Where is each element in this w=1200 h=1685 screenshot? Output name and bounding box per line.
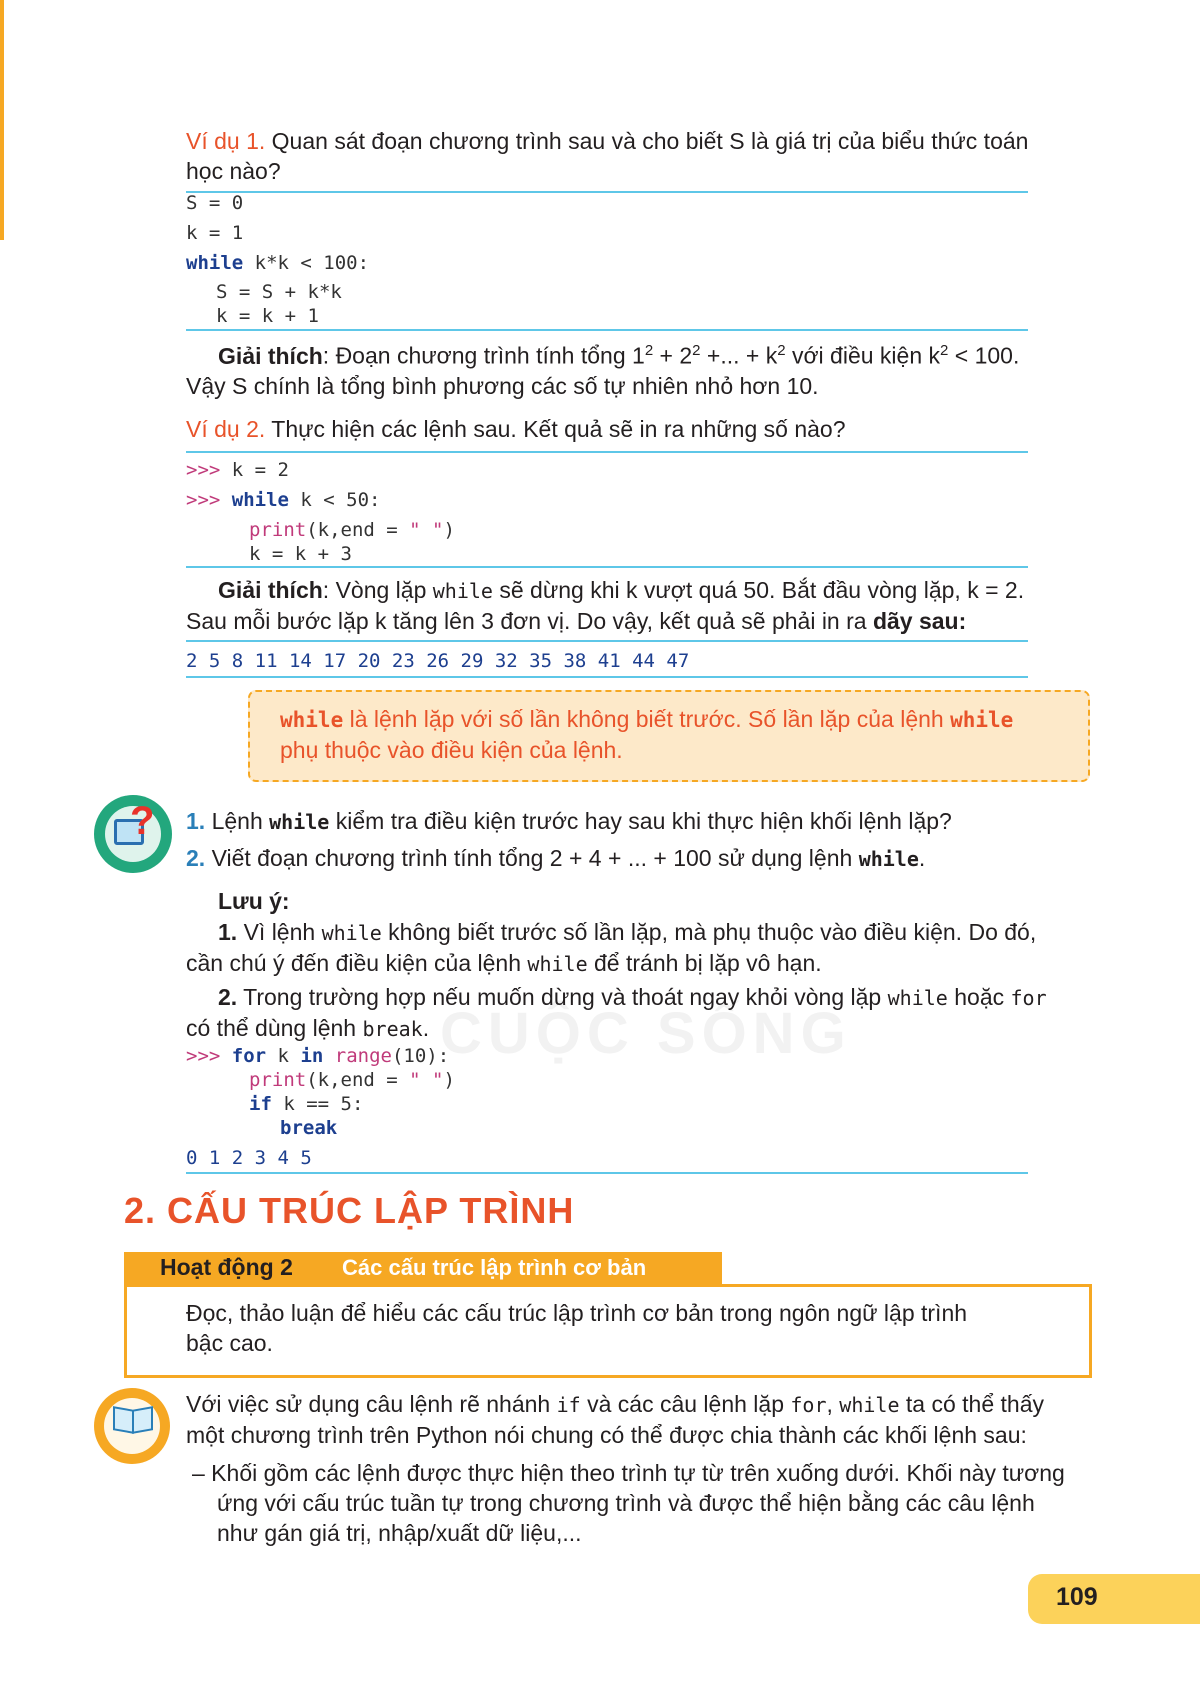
code-line: S = 0 xyxy=(186,192,244,214)
inline-code: while xyxy=(887,986,948,1010)
knowledge-text xyxy=(186,1389,1086,1450)
inline-code: for xyxy=(790,1393,827,1417)
keyword: for xyxy=(231,1045,267,1067)
superscript: 2 xyxy=(940,342,949,359)
explain-text: + 2 xyxy=(653,342,693,369)
bullet-line: – Khối gồm các lệnh được thực hiện theo trình tự từ trên xuống dưới. Khối này tương xyxy=(192,1460,1065,1486)
explain-text: +... + k xyxy=(700,342,778,369)
code-text: ) xyxy=(443,1069,455,1091)
example1-explanation xyxy=(186,336,1086,401)
question-2 xyxy=(186,843,1086,874)
string: " " xyxy=(409,1069,444,1091)
caution-text: cần chú ý đến điều kiện của lệnh xyxy=(186,950,528,976)
explain-text: : Đoạn chương trình tính tổng 1 xyxy=(322,342,645,369)
output-sequence: 0 1 2 3 4 5 xyxy=(186,1147,312,1169)
rule xyxy=(186,676,1028,678)
note-text xyxy=(280,704,1070,765)
caution-point-1 xyxy=(186,917,1086,979)
explain-text: < 100. xyxy=(948,342,1020,369)
prompt: >>> xyxy=(186,489,221,511)
knowledge-bullet xyxy=(192,1458,1092,1548)
inline-code: while xyxy=(839,1393,900,1417)
output-sequence: 2 5 8 11 14 17 20 23 26 29 32 35 38 41 44 47 xyxy=(186,650,690,672)
code-text: k*k < 100: xyxy=(243,252,370,274)
knowledge-line: và các câu lệnh lặp xyxy=(580,1391,791,1417)
caution-text: để tránh bị lặp vô hạn. xyxy=(587,950,822,976)
rule xyxy=(186,329,1028,331)
activity-text: bậc cao. xyxy=(186,1330,273,1356)
question-text: kiểm tra điều kiện trước hay sau khi thực hiện khối lệnh lặp? xyxy=(329,808,952,834)
code-line xyxy=(186,487,381,513)
code-text: k < 50: xyxy=(288,489,381,511)
caution-text: không biết trước số lần lặp, mà phụ thuộc vào điều kiện. Do đó, xyxy=(381,919,1037,945)
code-line xyxy=(186,1043,449,1069)
example1-question xyxy=(186,126,1086,186)
code-line: k = k + 3 xyxy=(249,543,352,565)
bullet-line: như gán giá trị, nhập/xuất dữ liệu,... xyxy=(217,1520,582,1546)
code-line xyxy=(280,1115,337,1141)
superscript: 2 xyxy=(777,342,786,359)
prompt: >>> xyxy=(186,1045,221,1067)
activity-body xyxy=(186,1298,1066,1358)
superscript: 2 xyxy=(692,342,701,359)
explain-text: sẽ dừng khi k vượt quá 50. Bắt đầu vòng lặp, k = 2. xyxy=(492,577,1025,603)
rule xyxy=(186,1172,1028,1174)
page-number-tab xyxy=(1028,1574,1200,1624)
string: " " xyxy=(409,519,444,541)
function: print xyxy=(249,519,307,541)
function: print xyxy=(249,1069,307,1091)
activity-header xyxy=(124,1252,722,1286)
bullet-line: ứng với cấu trúc tuần tự trong chương trình và được thể hiện bằng các câu lệnh xyxy=(217,1490,1035,1516)
explain-label: Giải thích xyxy=(218,342,323,369)
example2-question-text: Thực hiện các lệnh sau. Kết quả sẽ in ra những số nào? xyxy=(271,416,846,442)
prompt: >>> xyxy=(186,459,221,481)
rule xyxy=(186,640,1028,642)
knowledge-line: , xyxy=(826,1391,840,1417)
inline-code: if xyxy=(556,1393,581,1417)
activity-label: Hoạt động 2 xyxy=(160,1254,293,1280)
example2-question xyxy=(186,414,1086,444)
knowledge-line: một chương trình trên Python nói chung có thể được chia thành các khối lệnh sau: xyxy=(186,1422,1027,1448)
keyword: while xyxy=(950,708,1014,732)
point-number: 1. xyxy=(218,919,238,945)
explain-text: dãy sau: xyxy=(872,608,967,634)
keyword: break xyxy=(280,1117,338,1139)
explain-text: với điều kiện k xyxy=(785,342,941,369)
activity-text: Đọc, thảo luận để hiểu các cấu trúc lập trình cơ bản trong ngôn ngữ lập trình xyxy=(186,1300,968,1326)
question-number: 1. xyxy=(186,808,206,834)
code-text: (k,end = xyxy=(306,519,410,541)
question-text: Lệnh xyxy=(205,808,270,834)
code-text: k xyxy=(266,1045,301,1067)
keyword: while xyxy=(231,489,289,511)
note-line: là lệnh lặp với số lần không biết trước. Số lần lặp của lệnh xyxy=(343,706,951,732)
keyword: while xyxy=(858,847,919,871)
code-text: (k,end = xyxy=(306,1069,410,1091)
code-text: k = 2 xyxy=(220,459,289,481)
example1-question-line2: học nào? xyxy=(186,158,281,184)
knowledge-line: Với việc sử dụng câu lệnh rẽ nhánh xyxy=(186,1391,557,1417)
explain-text: Sau mỗi bước lặp k tăng lên 3 đơn vị. Do vậy, kết quả sẽ phải in ra xyxy=(186,608,873,634)
code-text: (10): xyxy=(391,1045,450,1067)
page-edge-bar xyxy=(0,0,4,240)
question-text: Viết đoạn chương trình tính tổng 2 + 4 + ... + 100 sử dụng lệnh xyxy=(205,845,859,871)
watermark: CUỘC SỐNG xyxy=(440,1001,852,1066)
inline-code: while xyxy=(432,579,493,603)
caution-text: Vì lệnh xyxy=(237,919,322,945)
superscript: 2 xyxy=(644,342,654,359)
rule xyxy=(186,451,1028,453)
page-number: 109 xyxy=(1056,1583,1098,1611)
inline-code: for xyxy=(1010,986,1047,1010)
book-icon xyxy=(94,1388,170,1464)
function: range xyxy=(323,1045,392,1067)
code-line: k = 1 xyxy=(186,222,244,244)
rule xyxy=(186,191,1028,193)
question-icon: ? xyxy=(94,795,172,873)
caution-text: . xyxy=(422,1015,430,1041)
code-line xyxy=(249,1067,455,1093)
inline-code: break xyxy=(362,1017,423,1041)
code-line: k = k + 1 xyxy=(216,305,319,327)
question-1 xyxy=(186,806,1086,837)
code-line: S = S + k*k xyxy=(216,281,342,303)
knowledge-line: ta có thể thấy xyxy=(899,1391,1044,1417)
caution-text: có thể dùng lệnh xyxy=(186,1015,363,1041)
inline-code: while xyxy=(527,952,588,976)
question-number: 2. xyxy=(186,845,206,871)
explain-text: : Vòng lặp xyxy=(322,577,433,603)
keyword: while xyxy=(269,810,330,834)
example2-label: Ví dụ 2. xyxy=(186,416,266,442)
explain-line2: Vậy S chính là tổng bình phương các số tự nhiên nhỏ hơn 10. xyxy=(186,372,819,399)
code-line xyxy=(249,1091,363,1117)
caution-text: Trong trường hợp nếu muốn dừng và thoát ngay khỏi vòng lặp xyxy=(237,984,888,1010)
note-line: phụ thuộc vào điều kiện của lệnh. xyxy=(280,737,623,763)
rule xyxy=(186,566,1028,568)
point-number: 2. xyxy=(218,984,238,1010)
example1-question-line1: Quan sát đoạn chương trình sau và cho biết S là giá trị của biểu thức toán xyxy=(271,128,1029,154)
inline-code: while xyxy=(321,921,382,945)
keyword: while xyxy=(280,708,344,732)
keyword: while xyxy=(186,252,244,274)
code-line xyxy=(186,457,289,483)
caution-text: hoặc xyxy=(947,984,1011,1010)
explain-label: Giải thích xyxy=(218,577,323,603)
question-text: . xyxy=(918,845,926,871)
code-line xyxy=(186,250,369,276)
caution-title: Lưu ý: xyxy=(218,888,290,914)
code-line xyxy=(249,517,455,543)
section-title: 2. CẤU TRÚC LẬP TRÌNH xyxy=(124,1190,575,1231)
keyword: if xyxy=(249,1093,272,1115)
activity-subtitle: Các cấu trúc lập trình cơ bản xyxy=(342,1255,647,1280)
code-text: k == 5: xyxy=(271,1093,364,1115)
example2-explanation xyxy=(186,575,1086,636)
code-text: ) xyxy=(443,519,455,541)
example1-label: Ví dụ 1. xyxy=(186,128,266,154)
keyword: in xyxy=(300,1045,324,1067)
caution-point-2 xyxy=(186,982,1086,1044)
